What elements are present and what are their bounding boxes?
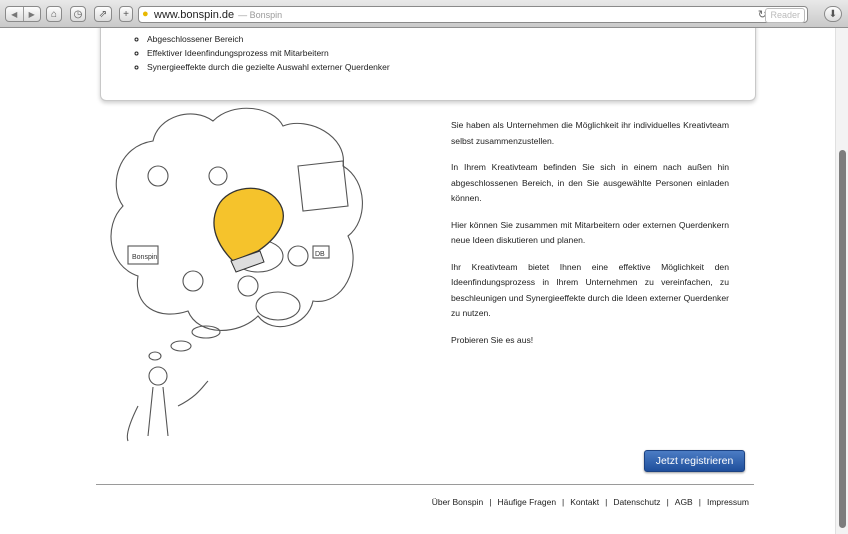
paragraph: In Ihrem Kreativteam befinden Sie sich in einem nach außen hin abgeschlossenen Bereich, in den Sie ausgewählte Personen einladen können. [451,162,729,203]
home-icon: ⌂ [50,8,58,20]
history-icon: ◷ [73,8,83,20]
back-icon[interactable]: ◀ [6,7,24,21]
feature-item: ◦ Synergieeffekte durch die gezielte Auswahl externer Querdenker [147,60,755,74]
url-text: www.bonspin.de [154,8,235,21]
download-icon: ⬇ [828,8,838,20]
person-head [148,166,168,186]
window-frame [298,161,348,211]
downloads-button[interactable] [824,6,842,22]
paragraph: Hier können Sie zusammen mit Mitarbeitern oder externen Querdenkern neue Ideen diskutieren und planen. [451,219,729,245]
person-head [209,167,227,185]
footer-nav [432,497,749,507]
footer-separator: | [605,497,608,507]
feature-list [101,32,755,74]
bubble-dot [171,341,191,351]
share-icon: ⇗ [98,8,108,20]
footer-link-privacy[interactable]: Datenschutz [613,497,661,507]
footer-link-terms[interactable]: AGB [674,497,693,507]
page-content [0,28,835,534]
scrollbar-thumb[interactable] [839,150,846,528]
bonspin-sign-label: Bonspin [132,254,158,261]
vertical-scrollbar[interactable] [835,28,848,534]
speech-bubble [256,292,300,320]
badge-label: DB [315,251,325,258]
footer-separator: | [562,497,565,507]
forward-icon[interactable]: ▶ [28,9,35,19]
bubble-dot [149,352,161,360]
feature-box [100,28,756,101]
add-icon: + [123,8,129,20]
person-head [238,276,258,296]
footer-link-about[interactable]: Über Bonspin [431,497,484,507]
man-body [127,381,208,441]
paragraph: Probieren Sie es aus! [451,334,534,345]
add-bookmark-button[interactable] [119,6,133,22]
home-button[interactable] [46,6,62,22]
feature-item: ◦ Abgeschlossener Bereich [147,32,755,46]
register-button[interactable]: Jetzt registrieren [644,450,745,472]
footer-separator: | [489,497,492,507]
footer-separator: | [666,497,669,507]
history-button[interactable] [70,6,86,22]
person-head [183,271,203,291]
paragraph: Ihr Kreativteam bietet Ihnen eine effektive Möglichkeit den Ideenfindungsprozess in Ihrem Unternehmen zu vereinfachen, zu beschleunigen und Synergieeffekte durch die Ideen externer Querdenker zu nutzen. [451,261,729,318]
person-head [288,246,308,266]
footer-separator: | [698,497,701,507]
footer-link-imprint[interactable]: Impressum [706,497,749,507]
man-head [149,367,167,385]
description-text [451,118,729,359]
footer-link-contact[interactable]: Kontakt [570,497,600,507]
page-title: — Bonspin [238,9,283,20]
browser-toolbar [0,0,848,28]
reload-icon[interactable]: ↻ [757,9,767,21]
paragraph: Sie haben als Unternehmen die Möglichkeit ihr individuelles Kreativteam selbst zusammenzustellen. [451,120,729,146]
reader-button[interactable]: Reader [765,8,805,23]
footer-link-faq[interactable]: Häufige Fragen [497,497,557,507]
footer-divider [96,484,754,485]
address-bar[interactable] [138,6,808,23]
thought-bubble-illustration [98,106,370,446]
feature-item: ◦ Effektiver Ideenfindungsprozess mit Mitarbeitern [147,46,755,60]
back-forward-buttons[interactable] [5,6,41,22]
light-bulb [214,188,283,261]
share-button[interactable] [94,6,112,22]
bulb-icon: ● [142,8,149,20]
